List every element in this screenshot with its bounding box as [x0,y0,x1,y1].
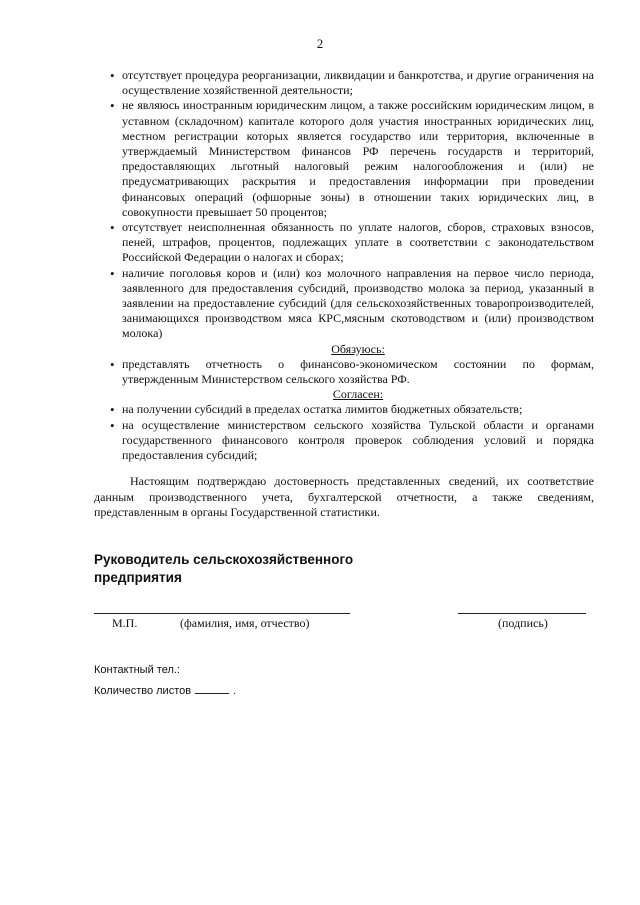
page-number: 2 [316,36,324,51]
bullet-list-agree [94,402,594,463]
sheets-count-row [94,683,236,697]
conditions-block [94,68,594,463]
bullet-list-obligations [94,357,594,387]
stamp-label: М.П. [112,616,138,630]
list-item: • отсутствует неисполненная обязанность по уплате налогов, сборов, страховых взносов, пеней, штрафов, процентов, подлежащих уплате в соответствии с законодательством Российской Федерации о налогах и сборах; [94,220,594,266]
name-line [94,613,350,614]
list-item: • на осуществление министерством сельского хозяйства Тульской области и органами государственного финансового контроля проверок соблюдения условий и порядка предоставления субсидий; [94,418,594,464]
bullet-list-conditions [94,68,594,342]
signature-line [458,613,586,614]
sheets-count-field[interactable] [195,683,229,694]
list-item: • представлять отчетность о финансово-экономическом состоянии по формам, утвержденным Министерством сельского хозяйства РФ. [94,357,594,387]
obligations-heading: Обязуюсь: [331,341,385,356]
contact-phone-label: Контактный тел.: [94,664,180,676]
sheets-count-label: Количество листов [94,685,192,697]
signature-caption: (подпись) [498,616,548,630]
sheets-count-suffix: . [233,685,237,697]
agree-heading: Согласен: [332,387,384,402]
signature-title: Руководитель сельскохозяйственного предприятия [94,552,354,585]
list-item: • наличие поголовья коров и (или) коз молочного направления на первое число периода, заявленного для предоставления субсидий, производство молока за период, указанный в заявлении на предоставление субсидий (для сельскохозяйственных товаропроизводителей, занимающихся производством мяса КРС,мясным скотоводством и (или) производством молока) [94,266,594,342]
list-item: • не являюсь иностранным юридическим лицом, а также российским юридическим лицом, в уставном (складочном) капитале которого доля участия иностранных юридических лиц, местном регистрации которых является государство или территория, включенные в утверждаемый Министерством финансов РФ перечень государств и территорий, предоставляющих льготный налоговый режим налогообложения и (или) не предусматривающих раскрытия и предоставления информации при проведении финансовых операций (офшорные зоны) в отношении таких юридических лиц, в совокупности превышает 50 процентов; [94,98,594,220]
list-item: • отсутствует процедура реорганизации, ликвидации и банкротства, и другие ограничения на осуществление хозяйственной деятельности; [94,68,594,98]
name-caption: (фамилия, имя, отчество) [180,616,310,630]
list-item: • на получении субсидий в пределах остатка лимитов бюджетных обязательств; [94,402,594,417]
confirmation-paragraph: Настоящим подтверждаю достоверность представленных сведений, их соответствие данным производственного учета, бухгалтерской отчетности, а также сведениям, представленным в органы Государственной статистики. [94,474,594,519]
